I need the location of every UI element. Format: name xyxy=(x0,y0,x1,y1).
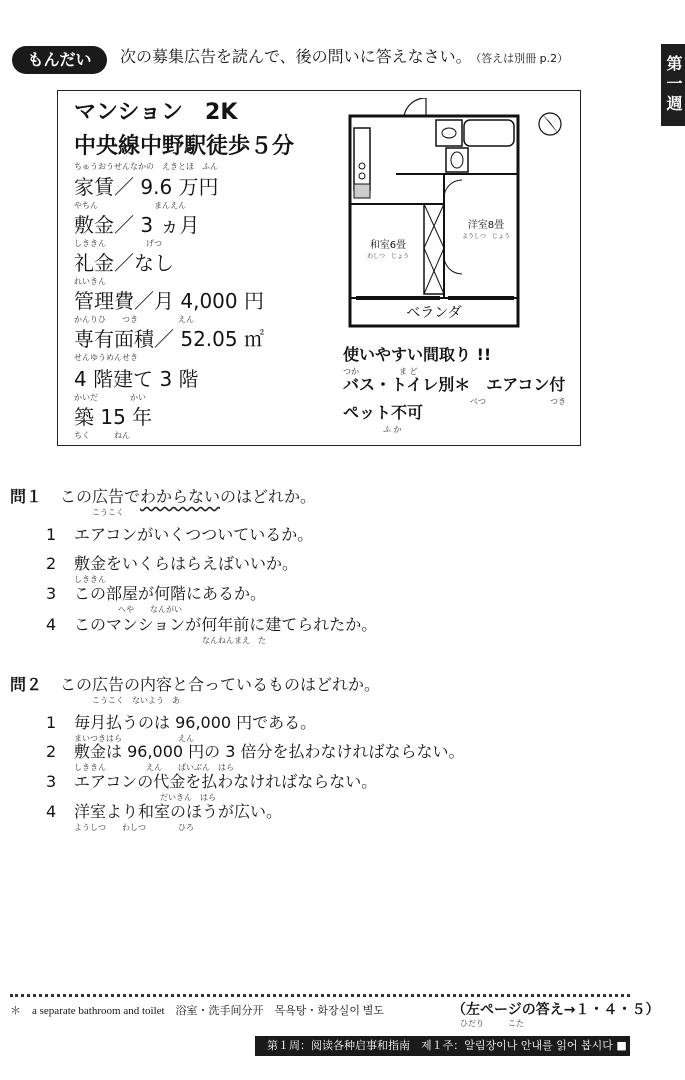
ad-title-station-ruby: ちゅうおうせんなかの えきとほ ふん xyxy=(74,162,218,171)
question-1-ruby: こうこく xyxy=(92,508,124,517)
ad-feature-layout: 使いやすい間取り !! xyxy=(343,345,492,364)
plan-japanese-room-label: 和室6畳 xyxy=(369,240,407,251)
question-1-text-post: のはどれか。 xyxy=(220,487,317,506)
ad-floor-area-ruby: せんゆうめんせき xyxy=(74,353,138,362)
footnote-text: ＊ a separate bathroom and toilet 浴室・洗手间分开 목욕탕・화장실이 별도 xyxy=(10,1005,384,1017)
plan-western-room-ruby: ようしつ じょう xyxy=(461,233,511,240)
q1-option-2-ruby: しききん xyxy=(74,575,106,584)
q1-option-1-text: エアコンがいくつついているか。 xyxy=(74,525,314,544)
question-1-label: 問１ xyxy=(10,487,43,506)
ad-feature-no-pets-ruby: ふ か xyxy=(383,425,402,434)
q1-option-2-text: 敷金をいくらはらえばいいか。 xyxy=(74,554,299,573)
ad-management-fee-ruby: かんりひ つき えん xyxy=(74,315,194,324)
q1-option-4-text: このマンションが何年前に建てられたか。 xyxy=(74,615,378,634)
plan-veranda-label: ベランダ xyxy=(406,305,462,321)
previous-page-answers-ruby: ひだり こた xyxy=(460,1019,524,1028)
q2-option-1-ruby: まいつきはら えん xyxy=(74,734,194,743)
q2-option-3-ruby: だいきん はら xyxy=(160,793,216,802)
question-2-ruby: こうこく ないよう あ xyxy=(92,696,180,705)
q2-option-2-number: 2 xyxy=(46,742,57,761)
ad-rent: 家賃／ 9.6 万円 xyxy=(74,175,219,199)
q1-option-4-ruby: なんねんまえ た xyxy=(202,636,266,645)
q2-option-1-text: 毎月払うのは 96,000 円である。 xyxy=(74,713,317,732)
q1-option-3-text: この部屋が何階にあるか。 xyxy=(74,584,267,603)
ad-building-floors: 4 階建て 3 階 xyxy=(74,367,199,391)
q1-option-1-number: 1 xyxy=(46,525,57,544)
ad-rent-ruby: やちん まんえん xyxy=(74,201,186,210)
ad-title-station: 中央線中野駅徒歩５分 xyxy=(74,134,295,159)
q2-option-2-ruby: しききん えん ばいぶん はら xyxy=(74,763,234,772)
plan-japanese-room-ruby: わしつ じょう xyxy=(366,253,410,260)
q2-option-3-number: 3 xyxy=(46,772,57,791)
q1-option-2-number: 2 xyxy=(46,554,57,573)
ad-title-mansion: マンション 2K xyxy=(74,100,238,125)
q1-option-3-ruby: へや なんがい xyxy=(118,605,182,614)
ad-deposit-ruby: しききん げつ xyxy=(74,239,162,248)
q2-option-3-text: エアコンの代金を払わなければならない。 xyxy=(74,772,378,791)
ad-floor-area: 専有面積／ 52.05 ㎡ xyxy=(74,327,264,351)
ad-building-age-ruby: ちく ねん xyxy=(74,431,130,440)
footer-bar-text: 第１周：阅读各种启事和指南 제１주：알림장이나 안내를 읽어 봅시다 ■ xyxy=(267,1039,627,1052)
footer-bar xyxy=(255,1036,649,1056)
mondai-badge: もんだい xyxy=(12,46,107,74)
question-1-text xyxy=(60,486,316,508)
q1-option-4-number: 4 xyxy=(46,615,57,634)
question-2-label: 問２ xyxy=(10,675,43,694)
north-arrow-icon xyxy=(539,113,561,136)
q2-option-2-text: 敷金は 96,000 円の 3 倍分を払わなければならない。 xyxy=(74,742,465,761)
instruction-main: 次の募集広告を読んで、後の問いに答えなさい。 xyxy=(120,47,472,66)
ad-feature-bath-aircon: バス・トイレ別＊ エアコン付 xyxy=(343,375,566,394)
q2-option-1-number: 1 xyxy=(46,713,57,732)
ad-feature-layout-ruby: つか ま ど xyxy=(343,367,418,376)
q2-option-4-ruby: ようしつ わしつ ひろ xyxy=(74,823,194,832)
instruction-text xyxy=(120,46,568,70)
ad-feature-bath-aircon-ruby: べつ つき xyxy=(470,397,566,406)
page-number: 23 xyxy=(630,1038,649,1053)
question-1-text-pre: この広告で xyxy=(60,487,141,506)
ad-key-money: 礼金／なし xyxy=(74,251,174,275)
ad-building-age: 築 15 年 xyxy=(74,405,153,429)
q2-option-4-number: 4 xyxy=(46,802,57,821)
ad-deposit: 敷金／ 3 ヵ月 xyxy=(74,213,200,237)
floor-plan xyxy=(346,98,576,328)
footnote-divider xyxy=(10,994,630,997)
ad-management-fee: 管理費／月 4,000 円 xyxy=(74,289,264,313)
week-side-tab: 第一週 xyxy=(661,44,685,126)
ad-key-money-ruby: れいきん xyxy=(74,277,106,286)
q2-option-4-text: 洋室より和室のほうが広い。 xyxy=(74,802,283,821)
plan-western-room-label: 洋室8畳 xyxy=(467,220,505,231)
answer-reference: （答えは別冊 p.2） xyxy=(475,52,569,65)
ad-building-floors-ruby: かいだ かい xyxy=(74,393,146,402)
previous-page-answers: （左ページの答え→１・４・５） xyxy=(452,1002,660,1018)
question-2-text: この広告の内容と合っているものはどれか。 xyxy=(60,675,381,694)
q1-option-3-number: 3 xyxy=(46,584,57,603)
question-1-emphasis: わからない xyxy=(140,487,221,506)
ad-feature-no-pets: ペット不可 xyxy=(343,403,424,422)
